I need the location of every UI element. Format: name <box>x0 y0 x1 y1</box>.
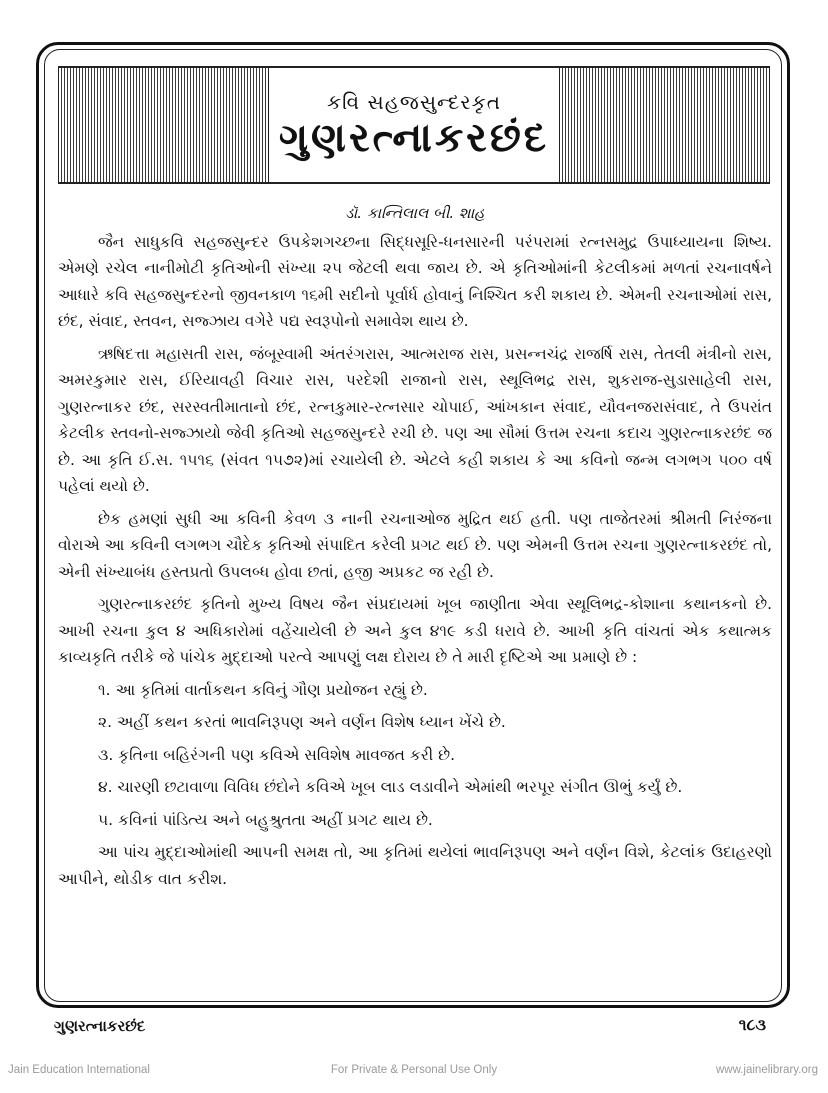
title-box <box>269 68 559 182</box>
hatched-panel-right <box>559 68 770 182</box>
list-item: ૫. કવિનાં પાંડિત્ય અને બહુશ્રુતતા અહીં પ્રગટ થાય છે. <box>98 810 433 829</box>
running-title: ગુણરત્નાકરછંદ <box>54 1017 146 1035</box>
paragraph: જૈન સાધુકવિ સહજસુન્દર ઉપકેશગચ્છના સિદ્ધસૂરિ-ધનસારની પરંપરામાં રત્નસમુદ્ર ઉપાધ્યાયના શિષ્ય. એમણે રચેલ નાનીમોટી કૃતિઓની સંખ્યા ૨૫ જેટલી થવા જાય છે. એ કૃતિઓમાંની કેટલીકમાં મળતાં રચનાવર્ષને આધારે કવિ સહજસુન્દરનો જીવનકાળ ૧૬મી સદીનો પૂર્વાર્ધ હોવાનું નિશ્ચિત કરી શકાય છે. એમની રચનાઓમાં રાસ, છંદ, સંવાદ, સ્તવન, સજ્ઝાય વગેરે પદ્ય સ્વરૂપોનો સમાવેશ થાય છે. <box>58 232 772 330</box>
page-number: ૧૮૩ <box>738 1015 766 1034</box>
closing-paragraph: આ પાંચ મુદ્દાઓમાંથી આપની સમક્ષ તો, આ કૃતિમાં થયેલાં ભાવનિરૂપણ અને વર્ણન વિશે, કેટલાંક ઉદાહરણો આપીને, થોડીક વાત કરીશ. <box>58 843 772 888</box>
paragraph: છેક હમણાં સુધી આ કવિની કેવળ ૩ નાની રચનાઓજ મુદ્રિત થઈ હતી. પણ તાજેતરમાં શ્રીમતી નિરંજના વોરાએ આ કવિની લગભગ ચૌદેક કૃતિઓ સંપાદિત કરેલી પ્રગટ થઈ છે. પણ એમની ઉત્તમ રચના ગુણરત્નાકરછંદ તો, એની સંખ્યાબંધ હસ્તપ્રતો ઉપલબ્ધ હોવા છતાં, હજી અપ્રકટ જ રહી છે. <box>58 509 772 581</box>
list-item: ૪. ચારણી છટાવાળા વિવિધ છંદોને કવિએ ખૂબ લાડ લડાવીને એમાંથી ભરપૂર સંગીત ઊભું કર્યું છે. <box>98 778 683 796</box>
author-byline: ડૉ. કાન્તિલાલ બી. શાહ <box>345 204 485 222</box>
list-item: ૩. કૃતિના બહિરંગની પણ કવિએ સવિશેષ માવજત કરી છે. <box>98 745 456 764</box>
footer-website-link[interactable]: www.jainelibrary.org <box>715 1064 818 1076</box>
hatched-panel-left <box>58 68 269 182</box>
article-subtitle: કવિ સહજસુન્દરકૃત <box>327 90 501 114</box>
article-body <box>58 200 772 898</box>
list-item: ૧. આ કૃતિમાં વાર્તાકથન કવિનું ગૌણ પ્રયોજન રહ્યું છે. <box>98 680 428 699</box>
paragraph: ઋષિદત્તા મહાસતી રાસ, જંબૂસ્વામી અંતરંગરાસ, આત્મરાજ રાસ, પ્રસન્નચંદ્ર રાજર્ષિ રાસ, તેતલી મંત્રીનો રાસ, અમરકુમાર રાસ, ઈરિયાવહી વિચાર રાસ, પરદેશી રાજાનો રાસ, સ્થૂલિભદ્ર રાસ, શુકરાજ-સુડાસાહેલી રાસ, ગુણરત્નાકર છંદ, સરસ્વતીમાતાનો છંદ, રત્નકુમાર-રત્નસાર ચોપાઈ, આંખકાન સંવાદ, યૌવનજરાસંવાદ, તે ઉપરાંત કેટલીક સ્તવનો-સજ્ઝાયો જેવી કૃતિઓ સહજસુન્દરે રચી છે. પણ આ સૌમાં ઉત્તમ રચના કદાચ ગુણરત્નાકરછંદ જ છે. આ કૃતિ ઈ.સ. ૧૫૧૬ (સંવત ૧૫૭૨)માં રચાયેલી છે. એટલે કહી શકાય કે આ કવિનો જન્મ લગભગ ૫૦૦ વર્ષ પહેલાં થયો છે. <box>58 344 772 495</box>
article-title: ગુણરત્નાકરછંદ <box>278 115 550 161</box>
paragraph: ગુણરત્નાકરછંદ કૃતિનો મુખ્ય વિષય જૈન સંપ્રદાયમાં ખૂબ જાણીતા એવા સ્થૂલિભદ્ર-કોશાના કથાનકનો છે. આખી રચના કુલ ૪ અધિકારોમાં વહેંચાયેલી છે અને કુલ ૪૧૯ કડી ધરાવે છે. આખી કૃતિ વાંચતાં એક કથાત્મક કાવ્યકૃતિ તરીકે જે પાંચેક મુદ્દાઓ પરત્વે આપણું લક્ષ દોરાય છે તે મારી દૃષ્ટિએ આ પ્રમાણે છે : <box>58 595 772 666</box>
footer-usage-note: For Private & Personal Use Only <box>330 1064 498 1076</box>
footer-publisher: Jain Education International <box>8 1064 150 1076</box>
title-banner <box>58 66 770 184</box>
list-item: ૨. અહીં કથન કરતાં ભાવનિરૂપણ અને વર્ણન વિશેષ ધ્યાન ખેંચે છે. <box>98 713 506 731</box>
